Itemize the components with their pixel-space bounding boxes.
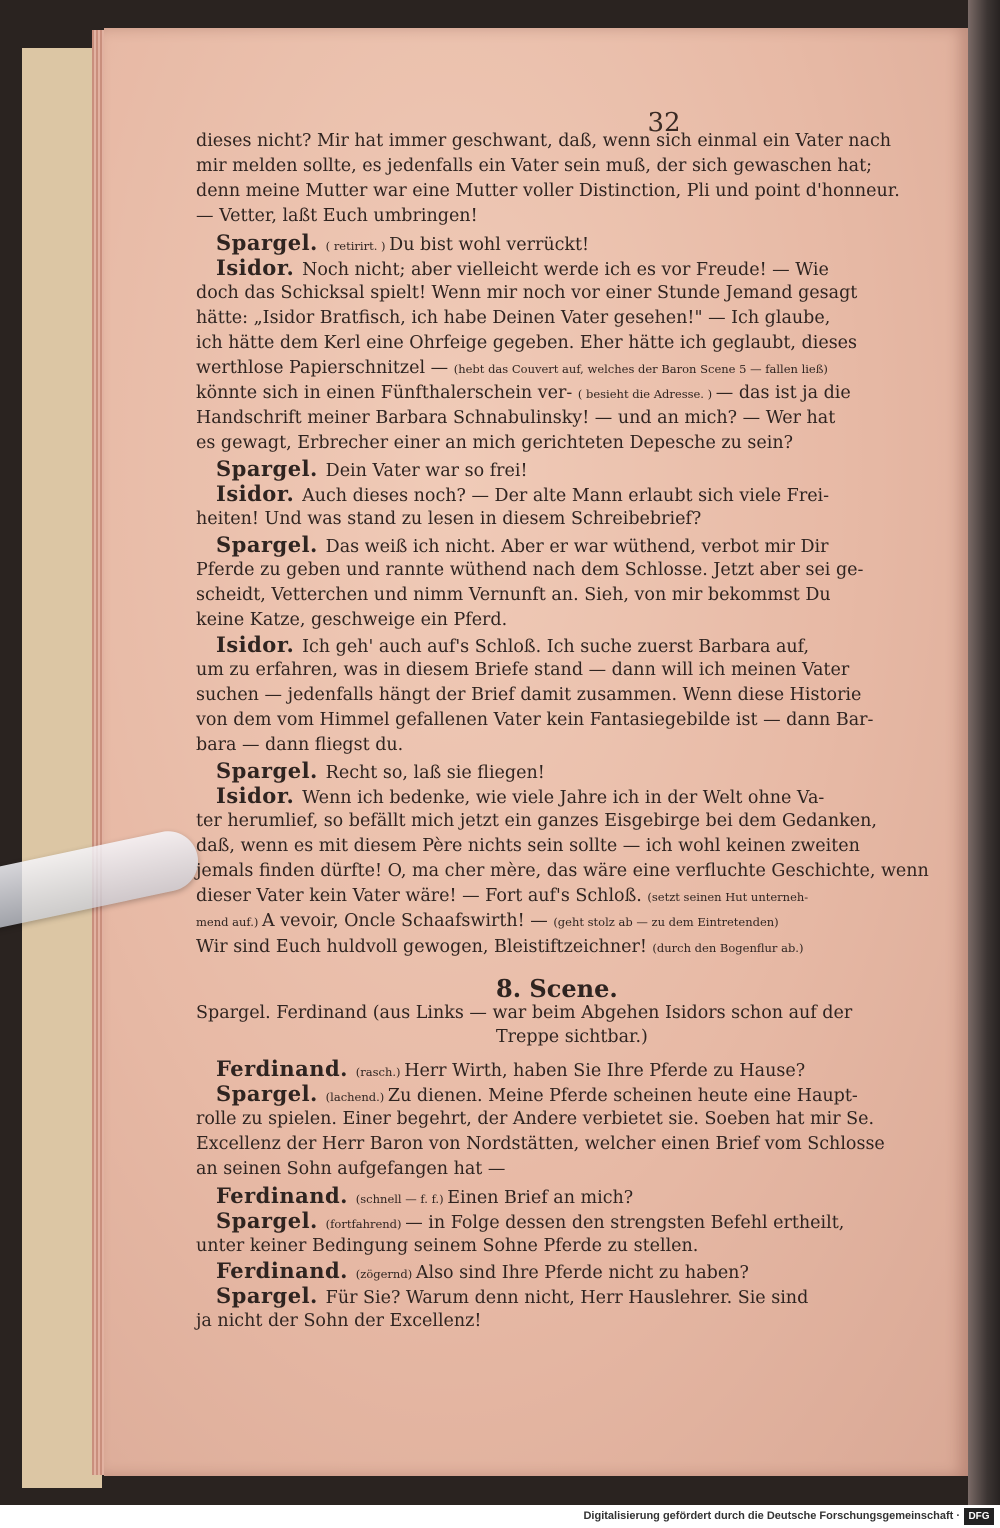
line-text: Excellenz der Herr Baron von Nordstätten, welcher einen Brief vom Schlosse — [196, 1134, 885, 1154]
line-text: Dein Vater war so frei! — [325, 461, 528, 481]
text-line — [196, 734, 403, 756]
speaker-name: Spargel. — [216, 1081, 326, 1106]
text-line — [196, 180, 900, 202]
speaker-name: Ferdinand. — [216, 1056, 356, 1081]
stage-direction: (lachend.) — [325, 1090, 388, 1104]
stage-direction: (zögernd) — [355, 1267, 416, 1281]
line-text: Spargel. Ferdinand (aus Links — war beim Abgehen Isidors schon auf der — [196, 1003, 853, 1023]
line-text: werthlose Papierschnitzel — — [196, 358, 454, 378]
line-text: an seinen Sohn aufgefangen hat — — [196, 1159, 506, 1179]
stage-direction: (durch den Bogenflur ab.) — [652, 941, 804, 955]
line-text: — Vetter, laßt Euch umbringen! — [196, 206, 478, 226]
speaker-name: Spargel. — [216, 1283, 326, 1308]
speaker-name: Spargel. — [216, 532, 326, 557]
binding-shadow — [968, 0, 1000, 1505]
stage-direction: (hebt das Couvert auf, welches der Baron Scene 5 — fallen ließ) — [453, 362, 828, 376]
line-text: rolle zu spielen. Einer begehrt, der Andere verbietet sie. Soeben hat mir Se. — [196, 1109, 875, 1129]
text-line — [216, 1083, 858, 1108]
text-line — [196, 1158, 505, 1180]
footer-bar — [0, 1505, 1000, 1528]
text-line — [196, 936, 803, 959]
scene-heading: 8. Scene. — [496, 974, 618, 1003]
speaker-name: Spargel. — [216, 456, 326, 481]
line-text: Recht so, laß sie fliegen! — [325, 763, 545, 783]
line-text: könnte sich in einen Fünfthalerschein ver- — [196, 383, 578, 403]
line-text: Ich geh' auch auf's Schloß. Ich suche zuerst Barbara auf, — [302, 637, 810, 657]
line-text: Pferde zu geben und rannte wüthend nach dem Schlosse. Jetzt aber sei ge- — [196, 560, 864, 580]
line-text: um zu erfahren, was in diesem Briefe stand — dann will ich meinen Vater — [196, 660, 850, 680]
speaker-name: Spargel. — [216, 1208, 326, 1233]
text-line — [216, 458, 528, 482]
page-number: 32 — [647, 108, 681, 138]
text-line — [196, 307, 830, 329]
stage-direction: ( besieht die Adresse. ) — [577, 387, 716, 401]
line-text: suchen — jedenfalls hängt der Brief damit zusammen. Wenn diese Historie — [196, 685, 862, 705]
text-line — [216, 1285, 808, 1309]
text-line — [216, 483, 829, 507]
text-line — [196, 407, 835, 429]
line-text: hätte: „Isidor Bratfisch, ich habe Deinen Vater gesehen!" — Ich glaube, — [196, 308, 831, 328]
line-text: Noch nicht; aber vielleicht werde ich es vor Freude! — Wie — [302, 260, 829, 280]
text-line — [216, 257, 829, 281]
line-text: scheidt, Vetterchen und nimm Vernunft an. Sieh, von mir bekommst Du — [196, 585, 831, 605]
text-line — [196, 910, 779, 933]
line-text: dieses nicht? Mir hat immer geschwant, daß, wenn sich einmal ein Vater nach — [196, 131, 892, 151]
text-line — [196, 357, 828, 380]
text-line — [196, 835, 860, 857]
speaker-name: Ferdinand. — [216, 1183, 356, 1208]
text-line — [196, 282, 857, 304]
text-line — [196, 432, 793, 454]
line-text: Das weiß ich nicht. Aber er war wüthend, verbot mir Dir — [325, 537, 829, 557]
speaker-name: Isidor. — [216, 255, 303, 280]
speaker-name: Spargel. — [216, 230, 326, 255]
line-text: Also sind Ihre Pferde nicht zu haben? — [415, 1263, 749, 1283]
line-text: Treppe sichtbar.) — [496, 1027, 648, 1047]
text-line — [216, 1058, 805, 1083]
text-line — [216, 760, 545, 784]
line-text: doch das Schicksal spielt! Wenn mir noch vor einer Stunde Jemand gesagt — [196, 283, 858, 303]
stage-direction: (fortfahrend) — [325, 1217, 406, 1231]
line-text: mir melden sollte, es jedenfalls ein Vater sein muß, der sich gewaschen hat; — [196, 156, 873, 176]
text-line — [196, 205, 478, 227]
text-line — [196, 1002, 852, 1024]
stage-direction: (geht stolz ab — zu dem Eintretenden) — [553, 915, 779, 929]
text-line — [216, 534, 829, 558]
speaker-name: Ferdinand. — [216, 1258, 356, 1283]
text-line — [196, 709, 873, 731]
line-text: Auch dieses noch? — Der alte Mann erlaubt sich viele Frei- — [302, 486, 830, 506]
text-line — [196, 860, 929, 882]
stage-direction: (rasch.) — [355, 1065, 405, 1079]
line-text: Herr Wirth, haben Sie Ihre Pferde zu Hause? — [404, 1061, 806, 1081]
line-text: es gewagt, Erbrecher einer an mich gerichteten Depesche zu sein? — [196, 433, 794, 453]
text-line — [496, 1026, 648, 1048]
line-text: Einen Brief an mich? — [447, 1188, 634, 1208]
text-line — [196, 810, 877, 832]
book-cover-edge — [22, 48, 102, 1488]
line-text: jemals finden dürfte! O, ma cher mère, das wäre eine verfluchte Geschichte, wenn — [196, 861, 929, 881]
footer-credit: Digitalisierung gefördert durch die Deutsche Forschungsgemeinschaft · — [583, 1510, 960, 1522]
line-text: Für Sie? Warum denn nicht, Herr Hauslehrer. Sie sind — [325, 1288, 809, 1308]
text-line — [216, 232, 589, 257]
line-text: ja nicht der Sohn der Excellenz! — [196, 1311, 482, 1331]
stage-direction: (schnell — f. f.) — [355, 1192, 448, 1206]
text-line — [216, 1210, 844, 1235]
text-line — [196, 609, 507, 631]
speaker-name: Spargel. — [216, 758, 326, 783]
text-line — [196, 382, 851, 405]
line-text: A vevoir, Oncle Schaafswirth! — — [262, 911, 554, 931]
line-text: — das ist ja die — [715, 383, 851, 403]
text-line — [196, 1133, 885, 1155]
text-line — [196, 584, 831, 606]
stage-direction: (setzt seinen Hut unterneh- — [647, 890, 809, 904]
text-line — [196, 155, 872, 177]
text-line — [216, 1185, 633, 1210]
line-text: Wenn ich bedenke, wie viele Jahre ich in der Welt ohne Va- — [302, 788, 825, 808]
line-text: Wir sind Euch huldvoll gewogen, Bleistiftzeichner! — [196, 937, 653, 957]
text-line — [196, 130, 891, 152]
speaker-name: Isidor. — [216, 632, 303, 657]
text-line — [216, 785, 824, 809]
line-text: Handschrift meiner Barbara Schnabulinsky! — und an mich? — Wer hat — [196, 408, 836, 428]
line-text: ter herumlief, so befällt mich jetzt ein ganzes Eisgebirge bei dem Gedanken, — [196, 811, 877, 831]
speaker-name: Isidor. — [216, 783, 303, 808]
text-line — [216, 634, 809, 658]
line-text: bara — dann fliegst du. — [196, 735, 404, 755]
line-text: dieser Vater kein Vater wäre! — Fort auf's Schloß. — [196, 886, 648, 906]
line-text: keine Katze, geschweige ein Pferd. — [196, 610, 508, 630]
text-line — [196, 659, 849, 681]
line-text: daß, wenn es mit diesem Père nichts sein sollte — ich wohl keinen zweiten — [196, 836, 860, 856]
text-line — [196, 684, 861, 706]
line-text: unter keiner Bedingung seinem Sohne Pferde zu stellen. — [196, 1236, 699, 1256]
text-line — [196, 1310, 481, 1332]
text-line — [196, 559, 863, 581]
line-text: — in Folge dessen den strengsten Befehl ertheilt, — [405, 1213, 845, 1233]
line-text: ich hätte dem Kerl eine Ohrfeige gegeben. Eher hätte ich geglaubt, dieses — [196, 333, 858, 353]
stage-direction: mend auf.) — [196, 915, 263, 929]
line-text: heiten! Und was stand zu lesen in diesem Schreibebrief? — [196, 509, 702, 529]
line-text: Zu dienen. Meine Pferde scheinen heute eine Haupt- — [387, 1086, 858, 1106]
stage-direction: ( retirirt. ) — [325, 239, 390, 253]
dfg-logo: DFG — [964, 1508, 994, 1525]
speaker-name: Isidor. — [216, 481, 303, 506]
line-text: Du bist wohl verrückt! — [389, 235, 590, 255]
text-line — [196, 885, 808, 908]
text-line — [216, 1260, 749, 1285]
line-text: von dem vom Himmel gefallenen Vater kein Fantasiegebilde ist — dann Bar- — [196, 710, 874, 730]
text-line — [196, 332, 857, 354]
text-line — [196, 508, 701, 530]
text-line — [196, 1108, 874, 1130]
text-line — [196, 1235, 698, 1257]
line-text: denn meine Mutter war eine Mutter voller Distinction, Pli und point d'honneur. — [196, 181, 900, 201]
